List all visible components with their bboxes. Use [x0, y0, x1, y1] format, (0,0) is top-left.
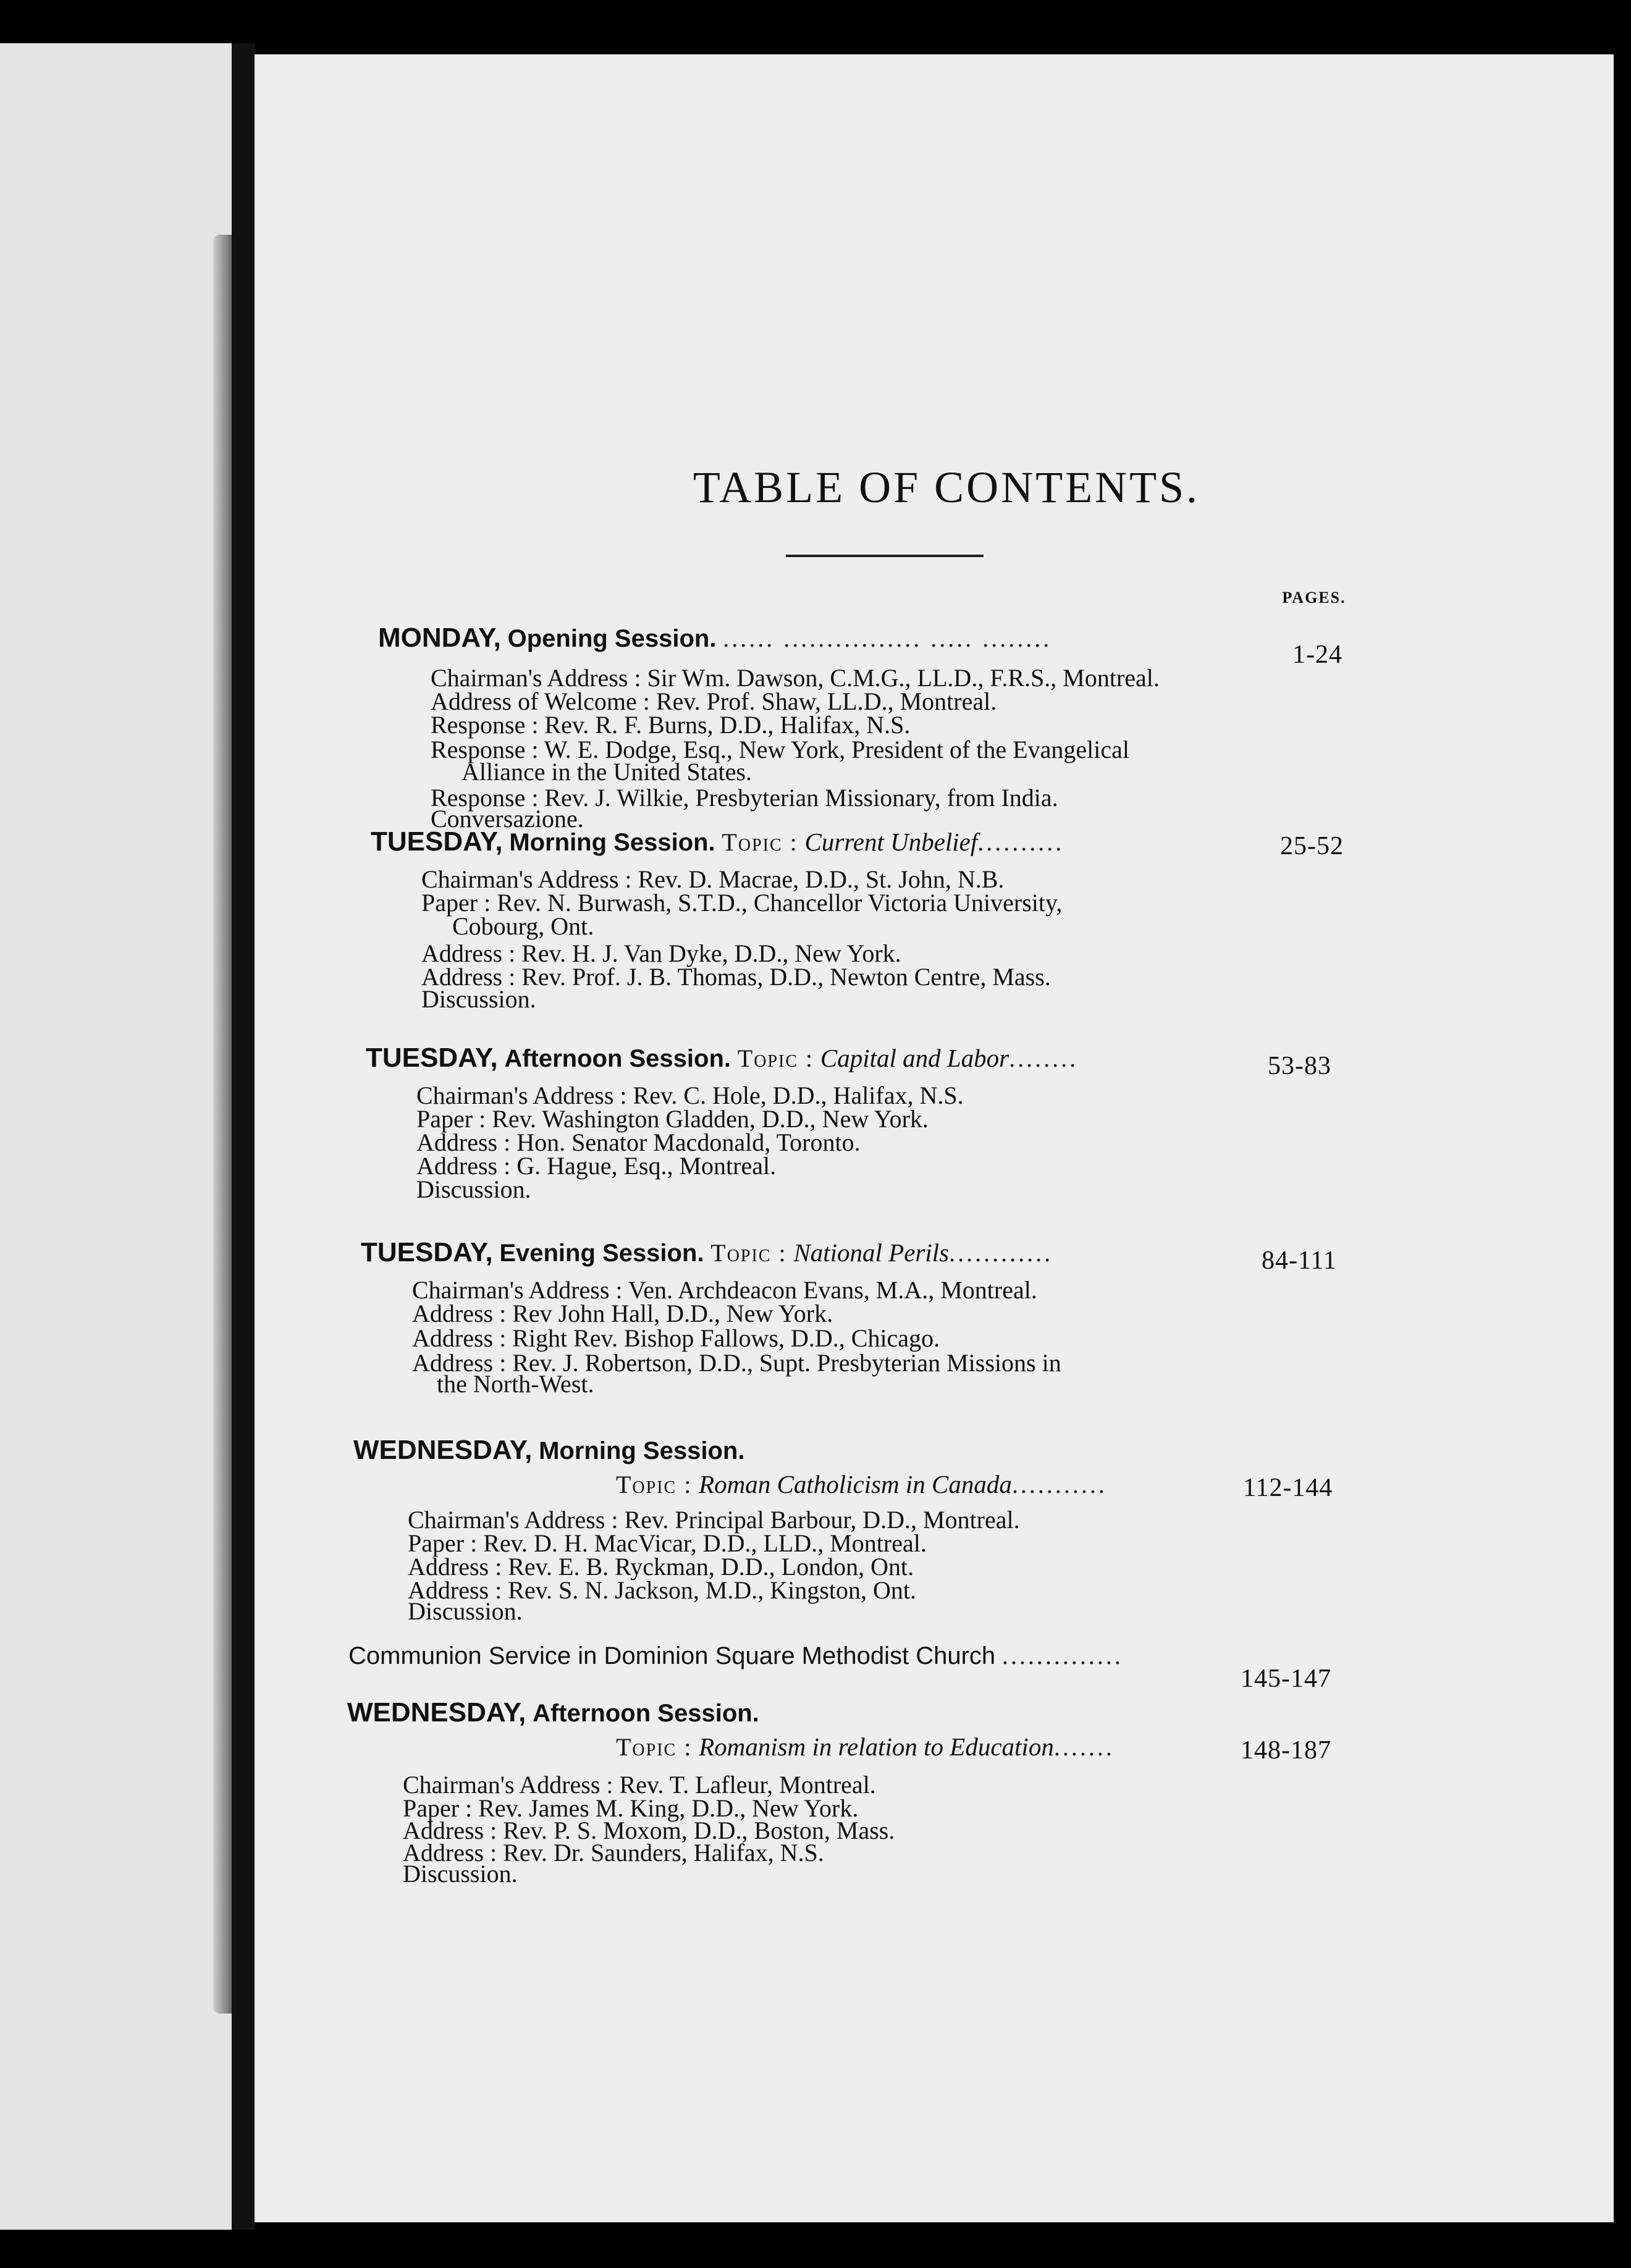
list-item: Address : Rev. E. B. Ryckman, D.D., London, Ont. [408, 1553, 914, 1581]
section-pages: 84-111 [1262, 1246, 1337, 1275]
section-day: TUESDAY, [366, 1043, 498, 1073]
section-session: Morning Session. [509, 829, 715, 856]
list-item: Address : Rev. J. Robertson, D.D., Supt. Presbyterian Missions in [412, 1349, 1061, 1377]
section-day: WEDNESDAY, [353, 1435, 533, 1465]
list-item: Chairman's Address : Ven. Archdeacon Evans, M.A., Montreal. [412, 1276, 1037, 1304]
leader-dots: ............ [949, 1239, 1053, 1267]
section-pages: 53-83 [1268, 1052, 1331, 1080]
section-day: WEDNESDAY, [347, 1697, 526, 1728]
leader-dots: ........... [1011, 1471, 1107, 1498]
section-topic: Capital and Labor [820, 1044, 1009, 1072]
contents-page [255, 54, 1614, 2222]
section-topic: Roman Catholicism in Canada [699, 1470, 1012, 1498]
leader-dots: ........ [1009, 1044, 1079, 1072]
list-item: Address : Rev. Prof. J. B. Thomas, D.D., Newton Centre, Mass. [421, 963, 1051, 991]
list-item: Paper : Rev. James M. King, D.D., New York. [403, 1794, 859, 1822]
leader-dots: ...... ................ ..... ........ [723, 624, 1052, 652]
list-item: Address of Welcome : Rev. Prof. Shaw, LL.D., Montreal. [431, 687, 997, 715]
section-session: Evening Session. [499, 1240, 704, 1267]
topic-label: Topic : [616, 1471, 693, 1498]
section-session: Opening Session. [507, 625, 717, 652]
section-day: TUESDAY, [361, 1237, 493, 1267]
section-day: MONDAY, [378, 623, 501, 653]
leader-dots: .......... [977, 828, 1064, 856]
page-title: TABLE OF CONTENTS. [693, 463, 1200, 512]
list-item: Response : Rev. R. F. Burns, D.D., Halifax, N.S. [431, 711, 911, 739]
section-pages: 148-187 [1241, 1736, 1331, 1765]
leader-dots: .............. [1001, 1642, 1123, 1670]
title-rule [786, 555, 984, 557]
list-item: Address : Rev. S. N. Jackson, M.D., Kingston, Ont. [408, 1576, 916, 1604]
list-item: Address : Right Rev. Bishop Fallows, D.D., Chicago. [412, 1324, 940, 1352]
list-item: Address : Rev. H. J. Van Dyke, D.D., New York. [421, 939, 901, 967]
list-item: Response : W. E. Dodge, Esq., New York, President of the Evangelical [431, 736, 1129, 763]
list-item: Alliance in the United States. [461, 758, 752, 786]
list-item: the North-West. [437, 1370, 594, 1398]
section-topic: Current Unbelief [804, 828, 978, 856]
list-item: Discussion. [416, 1175, 531, 1203]
section-day: TUESDAY, [371, 826, 503, 857]
section-label: Communion Service in Dominion Square Methodist Church [348, 1642, 996, 1670]
section-pages: 112-144 [1243, 1474, 1333, 1502]
list-item: Chairman's Address : Sir Wm. Dawson, C.M.G., LL.D., F.R.S., Montreal. [431, 664, 1160, 692]
section-session: Afternoon Session. [504, 1045, 731, 1072]
pages-column-label: PAGES. [1282, 589, 1346, 607]
list-item: Address : Rev. P. S. Moxom, D.D., Boston, Mass. [403, 1816, 895, 1844]
topic-label: Topic : [616, 1733, 693, 1761]
facing-page-edge [0, 43, 232, 2230]
section-pages: 1-24 [1292, 640, 1342, 669]
section-session: Morning Session. [539, 1437, 745, 1464]
list-item: Response : Rev. J. Wilkie, Presbyterian Missionary, from India. [431, 784, 1058, 812]
leader-dots: ....... [1053, 1733, 1115, 1761]
list-item: Chairman's Address : Rev. T. Lafleur, Montreal. [403, 1771, 876, 1799]
list-item: Paper : Rev. Washington Gladden, D.D., New York. [416, 1105, 929, 1133]
topic-label: Topic : [710, 1239, 787, 1267]
section-pages: 25-52 [1280, 832, 1344, 860]
section-topic: Romanism in relation to Education [699, 1732, 1054, 1761]
list-item: Discussion. [403, 1860, 518, 1888]
list-item: Discussion. [408, 1597, 523, 1625]
list-item: Paper : Rev. D. H. MacVicar, D.D., LLD., Montreal. [408, 1529, 927, 1557]
section-pages: 145-147 [1241, 1665, 1331, 1693]
list-item: Discussion. [421, 985, 536, 1013]
list-item: Chairman's Address : Rev. D. Macrae, D.D., St. John, N.B. [421, 865, 1005, 893]
list-item: Cobourg, Ont. [452, 912, 594, 940]
list-item: Address : Rev John Hall, D.D., New York. [412, 1300, 833, 1327]
list-item: Chairman's Address : Rev. Principal Barbour, D.D., Montreal. [408, 1506, 1020, 1534]
list-item: Address : Hon. Senator Macdonald, Toronto. [416, 1128, 861, 1156]
list-item: Address : G. Hague, Esq., Montreal. [416, 1152, 777, 1180]
topic-label: Topic : [722, 828, 798, 856]
page-gutter [232, 43, 255, 2230]
section-session: Afternoon Session. [533, 1700, 759, 1727]
section-topic: National Perils [793, 1238, 950, 1267]
list-item: Address : Rev. Dr. Saunders, Halifax, N.S. [403, 1839, 824, 1867]
list-item: Paper : Rev. N. Burwash, S.T.D., Chancellor Victoria University, [421, 889, 1063, 917]
list-item: Chairman's Address : Rev. C. Hole, D.D., Halifax, N.S. [416, 1082, 964, 1109]
topic-label: Topic : [737, 1044, 814, 1072]
list-item: Conversazione. [431, 805, 584, 833]
